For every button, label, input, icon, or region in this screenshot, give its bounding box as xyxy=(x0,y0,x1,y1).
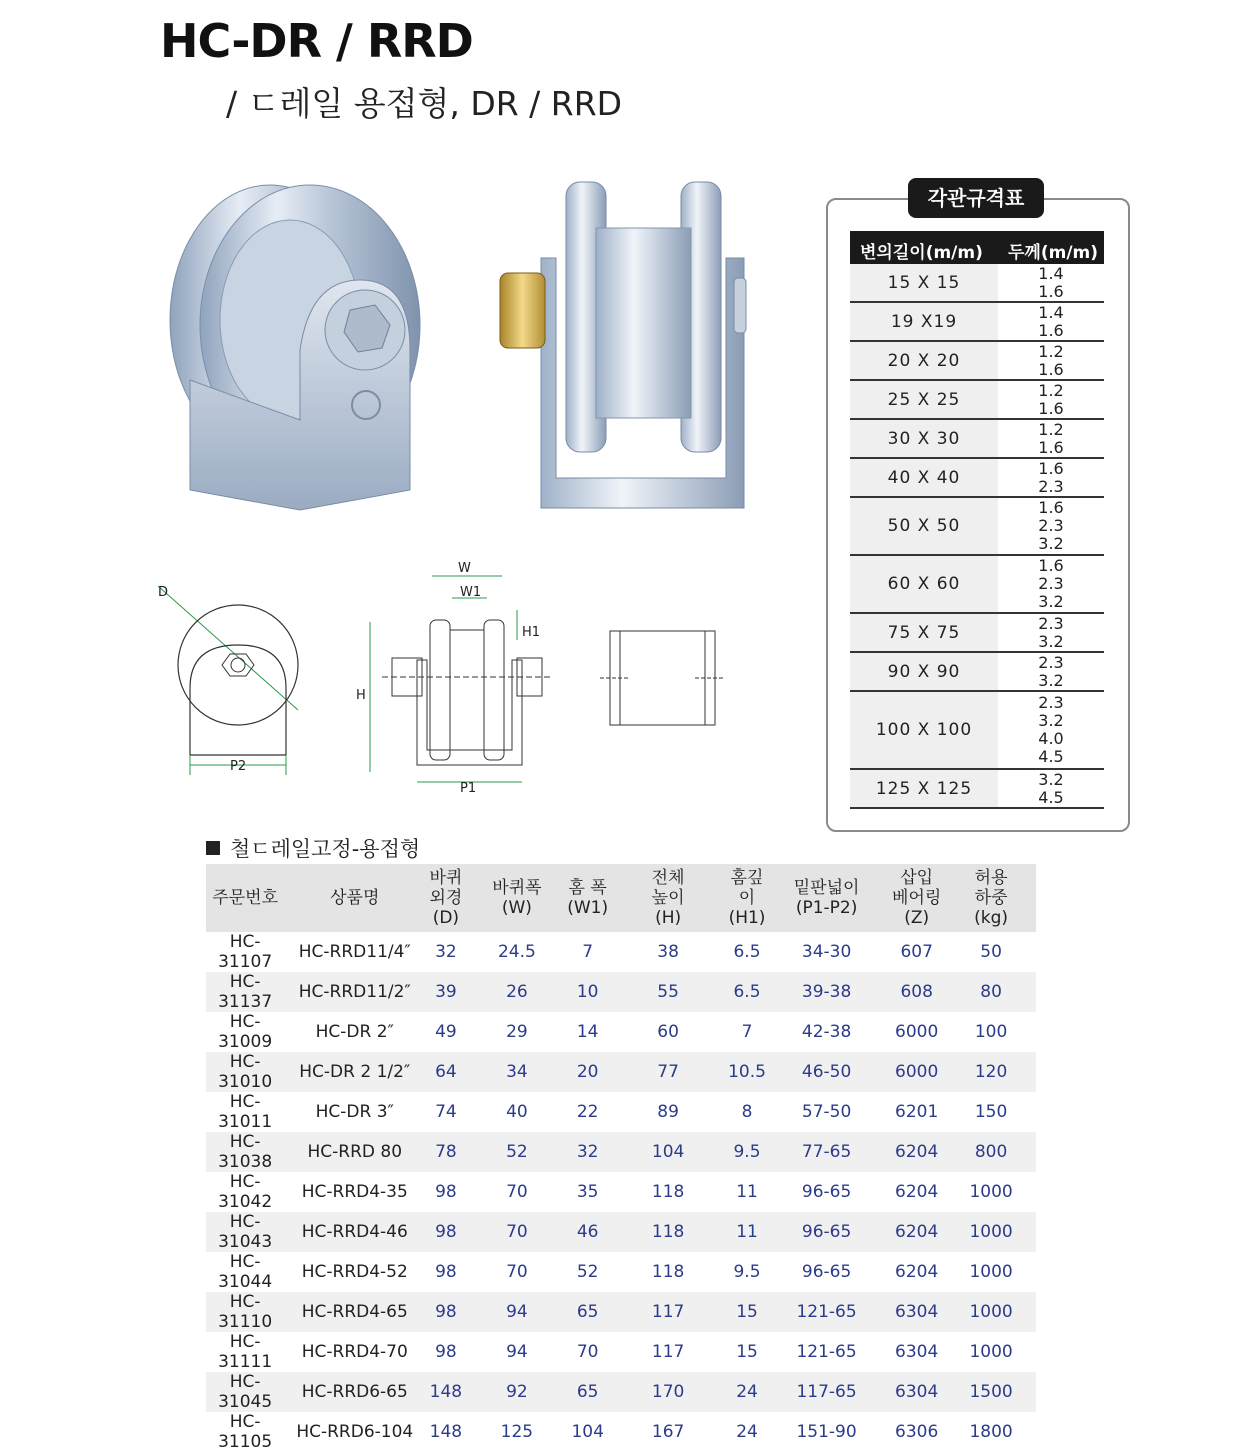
spec-row xyxy=(850,770,1104,809)
table-cell: HC-31038 xyxy=(206,1132,284,1172)
table-cell: 7 xyxy=(741,1022,753,1042)
table-cell: 80 xyxy=(946,972,1036,1012)
table-cell: HC-DR 3″ xyxy=(315,1102,394,1122)
table-cell: 57-50 xyxy=(801,1102,852,1122)
spec-row xyxy=(850,556,1104,614)
spec-thickness-value: 4.5 xyxy=(1038,747,1064,766)
table-cell: 1000 xyxy=(969,1342,1013,1362)
table-cell: 6204 xyxy=(887,1212,946,1252)
spec-thickness-value: 3.2 xyxy=(1038,711,1064,730)
table-cell: HC-RRD4-65 xyxy=(284,1292,425,1332)
table-cell: HC-31044 xyxy=(218,1252,273,1292)
table-cell: 49 xyxy=(435,1022,457,1042)
table-cell: 118 xyxy=(608,1212,728,1252)
table-cell: 74 xyxy=(435,1102,457,1122)
order-table-caption xyxy=(206,833,420,863)
table-cell: 104 xyxy=(608,1132,728,1172)
table-row xyxy=(206,972,1036,1012)
table-cell: 15 xyxy=(728,1292,766,1332)
table-cell: HC-31105 xyxy=(218,1412,273,1452)
table-cell: HC-RRD4-46 xyxy=(284,1212,425,1252)
table-cell: 40 xyxy=(506,1102,528,1122)
table-cell: 98 xyxy=(425,1212,466,1252)
spec-thickness-value: 1.6 xyxy=(1038,359,1064,379)
spec-size: 50 X 50 xyxy=(850,498,998,554)
table-cell: HC-31011 xyxy=(218,1092,273,1132)
spec-thickness xyxy=(998,498,1104,554)
table-cell: HC-31042 xyxy=(218,1172,273,1212)
table-cell: HC-31043 xyxy=(206,1212,284,1252)
table-cell: HC-31010 xyxy=(206,1052,284,1092)
table-cell: 26 xyxy=(467,972,568,1012)
table-cell: 39 xyxy=(425,972,466,1012)
table-cell: 148 xyxy=(429,1422,463,1442)
table-cell: 11 xyxy=(736,1182,758,1202)
spec-row xyxy=(850,264,1104,303)
table-cell: HC-RRD4-35 xyxy=(301,1182,408,1202)
spec-thickness xyxy=(998,653,1104,690)
table-cell: 6304 xyxy=(895,1342,939,1362)
table-cell: HC-RRD 80 xyxy=(284,1132,425,1172)
spec-thickness xyxy=(998,770,1104,807)
table-cell: 6000 xyxy=(887,1052,946,1092)
spec-thickness xyxy=(998,381,1104,418)
spec-row xyxy=(850,420,1104,459)
table-row xyxy=(206,1412,1036,1452)
spec-row xyxy=(850,342,1104,381)
table-cell: HC-31107 xyxy=(218,932,273,972)
label-p2: P2 xyxy=(230,759,247,774)
spec-thickness xyxy=(998,692,1104,768)
table-cell: 78 xyxy=(425,1132,466,1172)
order-table-header-cell: 홈깊이 (H1) xyxy=(728,864,766,932)
table-cell: 50 xyxy=(980,942,1002,962)
table-cell: 94 xyxy=(467,1292,568,1332)
table-cell: 117-65 xyxy=(766,1372,887,1412)
spec-table-rows xyxy=(850,264,1104,809)
spec-thickness xyxy=(998,264,1104,301)
table-cell: 150 xyxy=(974,1102,1008,1122)
table-cell: 22 xyxy=(576,1102,599,1122)
table-cell: 92 xyxy=(467,1372,568,1412)
order-table xyxy=(206,864,1036,1452)
table-cell: 607 xyxy=(900,942,933,962)
spec-thickness xyxy=(998,420,1104,457)
spec-thickness-value: 2.3 xyxy=(1038,476,1064,496)
table-cell: 64 xyxy=(425,1052,466,1092)
spec-thickness xyxy=(998,614,1104,651)
table-row xyxy=(206,1132,1036,1172)
table-cell: 10.5 xyxy=(728,1052,766,1092)
table-cell: 70 xyxy=(576,1342,599,1362)
spec-size: 75 X 75 xyxy=(850,614,998,651)
table-cell: 15 xyxy=(736,1342,758,1362)
label-d: D xyxy=(158,585,169,600)
table-cell: HC-RRD6-104 xyxy=(296,1422,414,1442)
spec-thickness-value: 2.3 xyxy=(1038,652,1064,672)
table-row xyxy=(206,1372,1036,1412)
spec-thickness-value: 2.3 xyxy=(1038,516,1064,535)
table-cell: 55 xyxy=(608,972,728,1012)
table-cell: HC-31045 xyxy=(206,1372,284,1412)
order-table-caption-text: 철ㄷ레일고정-용접형 xyxy=(230,837,421,861)
table-row xyxy=(206,1012,1036,1052)
table-cell: 118 xyxy=(651,1182,685,1202)
table-cell: 9.5 xyxy=(733,1262,761,1282)
spec-thickness-value: 1.6 xyxy=(1038,281,1064,301)
table-cell: 1000 xyxy=(946,1212,1036,1252)
spec-thickness-value: 3.2 xyxy=(1038,670,1064,690)
table-cell: 121-65 xyxy=(766,1292,887,1332)
table-cell: 9.5 xyxy=(728,1132,766,1172)
spec-table-header xyxy=(850,231,1104,264)
table-cell: 89 xyxy=(657,1102,679,1122)
table-cell: 117 xyxy=(608,1292,728,1332)
spec-size: 25 X 25 xyxy=(850,381,998,418)
spec-thickness-value: 4.0 xyxy=(1038,729,1064,748)
table-cell: 24 xyxy=(728,1372,766,1412)
spec-thickness-value: 4.5 xyxy=(1038,787,1064,807)
table-cell: 46 xyxy=(567,1212,608,1252)
spec-thickness-value: 3.2 xyxy=(1038,769,1064,789)
table-cell: 77-65 xyxy=(766,1132,887,1172)
product-photo-front xyxy=(496,178,756,518)
spec-size: 100 X 100 xyxy=(850,692,998,768)
table-cell: 96-65 xyxy=(766,1212,887,1252)
table-cell: 46-50 xyxy=(766,1052,887,1092)
table-cell: HC-RRD11/2″ xyxy=(284,972,425,1012)
spec-thickness-value: 1.2 xyxy=(1038,341,1064,361)
spec-table-label: 각관규격표 xyxy=(908,178,1044,218)
table-cell: 6306 xyxy=(895,1422,939,1442)
spec-thickness-value: 1.6 xyxy=(1038,556,1064,575)
table-row xyxy=(206,1092,1036,1132)
table-cell: HC-31137 xyxy=(206,972,284,1012)
spec-size: 90 X 90 xyxy=(850,653,998,690)
label-h: H xyxy=(356,688,366,703)
table-cell: 20 xyxy=(567,1052,608,1092)
table-cell: 52 xyxy=(467,1132,568,1172)
spec-size: 60 X 60 xyxy=(850,556,998,612)
order-table-header-cell: 바퀴 외경 (D) xyxy=(425,864,466,932)
table-cell: 94 xyxy=(506,1342,528,1362)
spec-thickness-value: 2.3 xyxy=(1038,693,1064,712)
spec-row xyxy=(850,614,1104,653)
spec-row xyxy=(850,692,1104,770)
table-cell: 100 xyxy=(974,1022,1008,1042)
table-cell: 77 xyxy=(608,1052,728,1092)
table-cell: HC-31110 xyxy=(206,1292,284,1332)
order-table-header-row xyxy=(206,864,1036,932)
product-photo-angled xyxy=(160,170,440,520)
table-cell: 39-38 xyxy=(766,972,887,1012)
table-cell: HC-31009 xyxy=(218,1012,273,1052)
table-cell: HC-31111 xyxy=(218,1332,273,1372)
label-w: W xyxy=(458,561,471,576)
table-cell: 6000 xyxy=(895,1022,939,1042)
spec-size: 19 X19 xyxy=(850,303,998,340)
spec-thickness-value: 2.3 xyxy=(1038,574,1064,593)
table-row xyxy=(206,1212,1036,1252)
spec-thickness-value: 3.2 xyxy=(1038,534,1064,553)
table-cell: 6204 xyxy=(887,1132,946,1172)
order-table-header-cell: 홈 폭 (W1) xyxy=(567,864,608,932)
order-table-header-cell: 전체 높이 (H) xyxy=(608,864,728,932)
table-row xyxy=(206,1052,1036,1092)
spec-thickness-value: 1.4 xyxy=(1038,302,1064,322)
table-cell: 35 xyxy=(576,1182,599,1202)
label-p1: P1 xyxy=(460,781,477,796)
spec-thickness xyxy=(998,556,1104,612)
table-cell: 42-38 xyxy=(801,1022,852,1042)
table-cell: 151-90 xyxy=(796,1422,857,1442)
spec-thickness-value: 3.2 xyxy=(1038,592,1064,611)
table-cell: 6204 xyxy=(895,1182,939,1202)
table-cell: 118 xyxy=(651,1262,685,1282)
table-cell: 65 xyxy=(567,1292,608,1332)
table-cell: 1500 xyxy=(946,1372,1036,1412)
spec-thickness-value: 2.3 xyxy=(1038,613,1064,633)
order-table-header-cell: 삽입 베어링 (Z) xyxy=(887,864,946,932)
spec-col-size: 변의길이(m/m) xyxy=(860,243,983,263)
spec-thickness-value: 1.6 xyxy=(1038,320,1064,340)
table-cell: 125 xyxy=(500,1422,534,1442)
spec-thickness-value: 3.2 xyxy=(1038,631,1064,651)
spec-row xyxy=(850,498,1104,556)
spec-row xyxy=(850,303,1104,342)
table-cell: 34-30 xyxy=(801,942,852,962)
table-cell: 52 xyxy=(576,1262,599,1282)
table-cell: 120 xyxy=(946,1052,1036,1092)
spec-row xyxy=(850,653,1104,692)
spec-size: 30 X 30 xyxy=(850,420,998,457)
table-cell: 6201 xyxy=(895,1102,939,1122)
table-row xyxy=(206,1252,1036,1292)
spec-row xyxy=(850,381,1104,420)
spec-size: 125 X 125 xyxy=(850,770,998,807)
table-cell: 800 xyxy=(946,1132,1036,1172)
table-cell: 6.5 xyxy=(733,942,761,962)
table-cell: 8 xyxy=(741,1102,753,1122)
spec-size: 20 X 20 xyxy=(850,342,998,379)
table-cell: 34 xyxy=(467,1052,568,1092)
table-row xyxy=(206,1172,1036,1212)
label-h1: H1 xyxy=(522,625,541,640)
spec-thickness-value: 1.6 xyxy=(1038,498,1064,517)
table-cell: HC-RRD4-52 xyxy=(301,1262,408,1282)
table-cell: 1000 xyxy=(969,1182,1013,1202)
table-cell: 96-65 xyxy=(801,1182,852,1202)
order-table-header-cell: 주문번호 xyxy=(206,864,284,932)
spec-thickness-value: 1.2 xyxy=(1038,419,1064,439)
table-cell: 117 xyxy=(651,1342,685,1362)
drawing-side-view xyxy=(150,570,310,780)
table-cell: HC-DR 2″ xyxy=(315,1022,394,1042)
spec-thickness xyxy=(998,303,1104,340)
spec-thickness-value: 1.6 xyxy=(1038,458,1064,478)
table-cell: HC-DR 2 1/2″ xyxy=(284,1052,425,1092)
order-table-header-cell: 바퀴폭 (W) xyxy=(467,864,568,932)
spec-size: 40 X 40 xyxy=(850,459,998,496)
square-bullet-icon xyxy=(206,841,220,855)
table-cell: 6304 xyxy=(887,1292,946,1332)
table-cell: HC-RRD4-70 xyxy=(301,1342,408,1362)
table-cell: 6.5 xyxy=(728,972,766,1012)
table-cell: 121-65 xyxy=(796,1342,857,1362)
drawing-pipe-section xyxy=(600,625,725,730)
table-cell: 98 xyxy=(435,1342,457,1362)
table-cell: HC-RRD11/4″ xyxy=(298,942,411,962)
table-cell: 10 xyxy=(567,972,608,1012)
spec-thickness-value: 1.6 xyxy=(1038,437,1064,457)
table-cell: 24.5 xyxy=(497,942,536,962)
spec-size: 15 X 15 xyxy=(850,264,998,301)
table-row xyxy=(206,1292,1036,1332)
order-table-header-cell: 허용 하중 (kg) xyxy=(946,864,1036,932)
table-cell: HC-RRD6-65 xyxy=(284,1372,425,1412)
table-cell: 6304 xyxy=(887,1372,946,1412)
table-cell: 29 xyxy=(506,1022,528,1042)
table-cell: 98 xyxy=(425,1292,466,1332)
table-cell: 70 xyxy=(467,1212,568,1252)
table-cell: 104 xyxy=(571,1422,604,1442)
spec-thickness-value: 1.4 xyxy=(1038,263,1064,283)
table-cell: 6204 xyxy=(895,1262,939,1282)
drawing-front-view xyxy=(352,560,552,800)
table-cell: 167 xyxy=(651,1422,685,1442)
table-cell: 96-65 xyxy=(801,1262,852,1282)
table-cell: 38 xyxy=(657,942,679,962)
table-row xyxy=(206,932,1036,972)
label-w1: W1 xyxy=(460,585,482,600)
table-cell: 7 xyxy=(582,942,594,962)
order-table-header-cell: 밑판넓이 (P1-P2) xyxy=(766,864,887,932)
table-cell: 60 xyxy=(657,1022,679,1042)
table-cell: 65 xyxy=(567,1372,608,1412)
table-cell: 70 xyxy=(506,1262,528,1282)
product-title: HC-DR / RRD xyxy=(160,14,473,68)
table-cell: 1000 xyxy=(946,1292,1036,1332)
table-cell: 14 xyxy=(576,1022,599,1042)
table-cell: 608 xyxy=(887,972,946,1012)
spec-col-thickness: 두께(m/m) xyxy=(1008,243,1099,263)
table-cell: 32 xyxy=(435,942,457,962)
table-cell: 11 xyxy=(728,1212,766,1252)
table-cell: 1800 xyxy=(969,1422,1013,1442)
spec-row xyxy=(850,459,1104,498)
spec-thickness-value: 1.6 xyxy=(1038,398,1064,418)
table-cell: 170 xyxy=(608,1372,728,1412)
table-cell: 70 xyxy=(506,1182,528,1202)
table-cell: 24 xyxy=(736,1422,758,1442)
spec-thickness xyxy=(998,459,1104,496)
table-cell: 32 xyxy=(567,1132,608,1172)
table-cell: 148 xyxy=(425,1372,466,1412)
product-subtitle: / ㄷ레일 용접형, DR / RRD xyxy=(226,84,623,123)
table-cell: 98 xyxy=(435,1182,457,1202)
table-row xyxy=(206,1332,1036,1372)
table-cell: 98 xyxy=(435,1262,457,1282)
table-cell: 1000 xyxy=(969,1262,1013,1282)
spec-thickness-value: 1.2 xyxy=(1038,380,1064,400)
order-table-header-cell: 상품명 xyxy=(284,864,425,932)
spec-thickness xyxy=(998,342,1104,379)
